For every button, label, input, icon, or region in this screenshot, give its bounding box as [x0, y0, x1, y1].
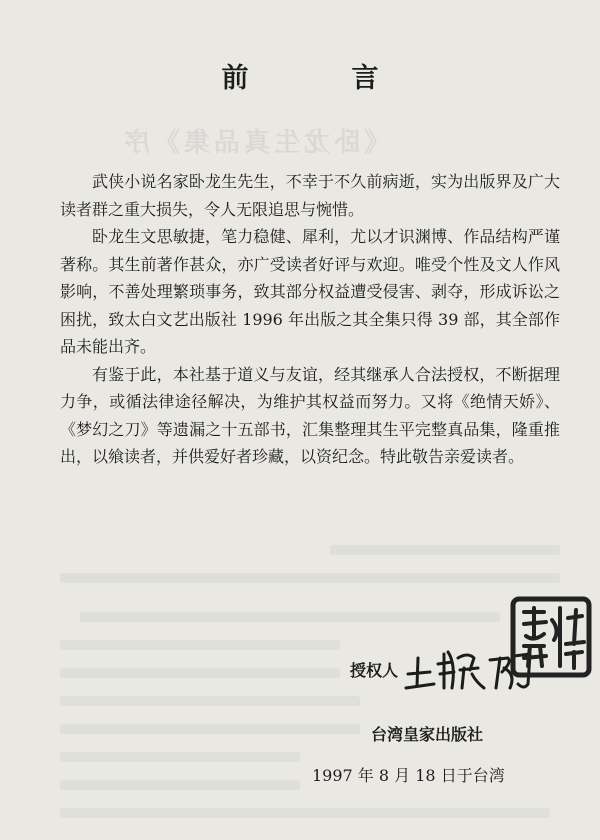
bleed-through-line — [60, 752, 300, 762]
bleed-through-line — [60, 724, 360, 734]
paragraph: 武侠小说名家卧龙生先生，不幸于不久前病逝，实为出版界及广大读者群之重大损失，令人无限追思与惋惜。 — [60, 172, 560, 219]
bleed-through-line — [60, 780, 300, 790]
bleed-through-line — [330, 545, 560, 555]
bleed-through-line — [60, 696, 360, 706]
bleed-through-line — [60, 808, 550, 818]
publication-date: 1997 年 8 月 18 日于台湾 — [312, 766, 505, 785]
page-title: 前 言 — [221, 63, 417, 94]
bleed-through-line — [60, 640, 340, 650]
bleed-through-line — [60, 668, 340, 678]
paragraph: 卧龙生文思敏捷，笔力稳健、犀利，尤以才识渊博、作品结构严谨著称。其生前著作甚众，亦广受读者好评与欢迎。唯受个性及文人作风影响，不善处理繁琐事务，致其部分权益遭受侵害、剥夺，形成诉讼之困扰，致太白文艺出版社 1996 年出版之其全集只得 39 部，其全部作品未能出齐。 — [60, 227, 560, 356]
preface-body — [60, 168, 560, 471]
bleed-through-line — [80, 612, 500, 622]
bleed-through-title: 《卧龙生真品集》序 — [120, 128, 391, 158]
bleed-through-line — [60, 573, 560, 583]
publisher-name: 台湾皇家出版社 — [371, 725, 484, 744]
authorizer-label: 授权人 — [350, 660, 399, 680]
paragraph: 有鉴于此，本社基于道义与友谊，经其继承人合法授权，不断据理力争，或循法律途径解决，为维护其权益而努力。又将《绝情天娇》、《梦幻之刀》等遗漏之十五部书，汇集整理其生平完整真品集，隆重推出，以飨读者，并供爱好者珍藏，以资纪念。特此敬告亲爱读者。 — [60, 364, 560, 466]
seal-stamp — [510, 596, 592, 678]
